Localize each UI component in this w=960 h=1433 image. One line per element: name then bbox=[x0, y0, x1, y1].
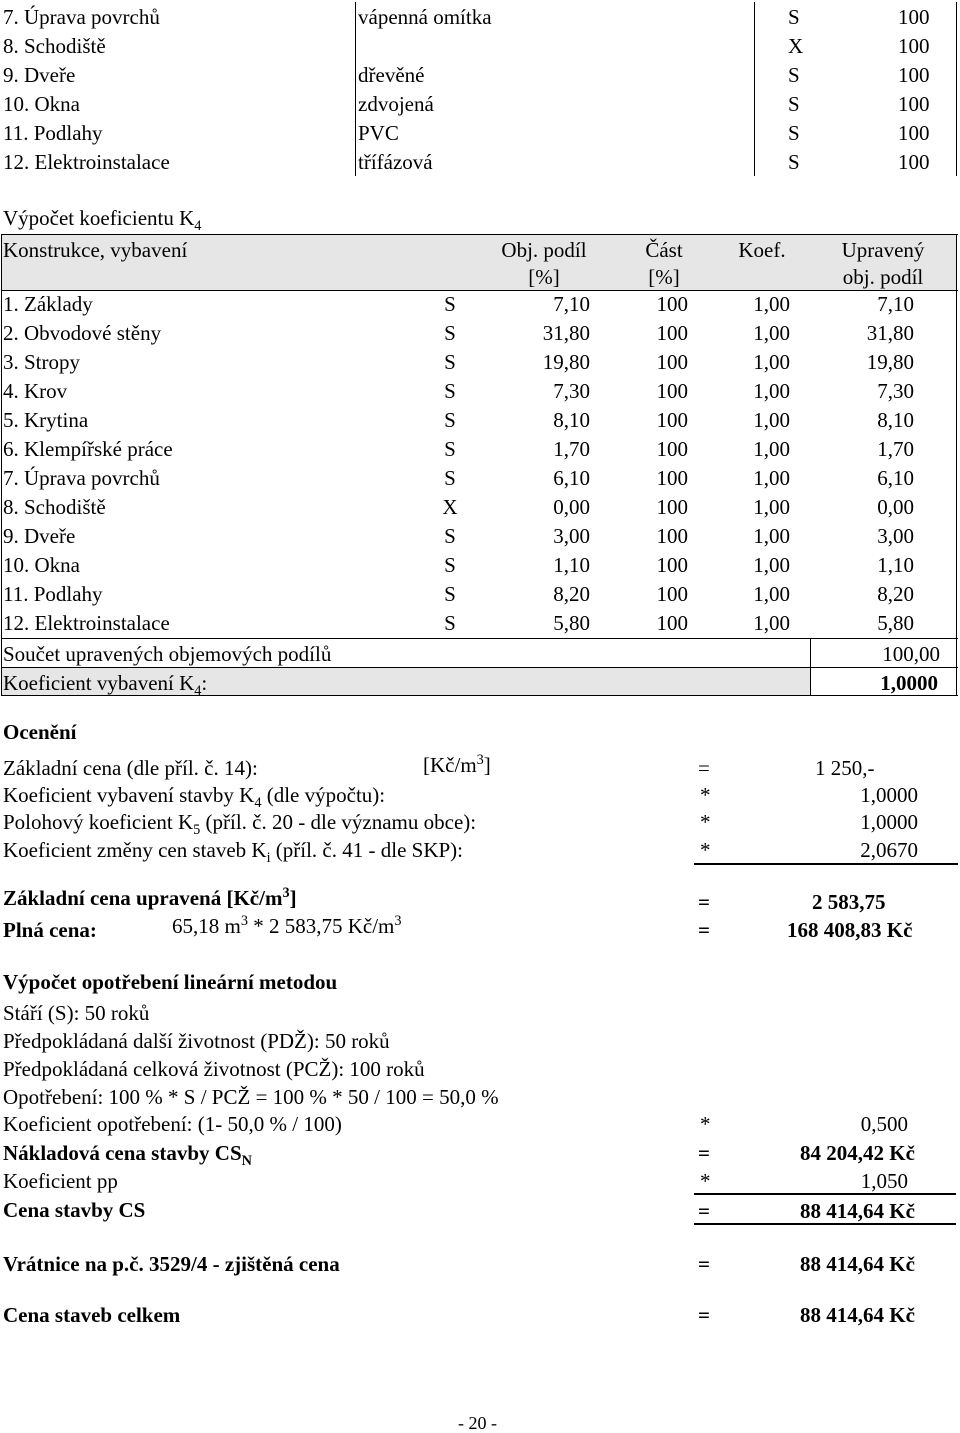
oceneni-title: Ocenění bbox=[3, 720, 77, 744]
top-table-row bbox=[0, 148, 958, 177]
top-table-row bbox=[0, 90, 958, 119]
row-name: 6. Klempířské práce bbox=[3, 437, 173, 461]
pp-label: Koeficient pp bbox=[3, 1169, 118, 1193]
row-cast: 100 bbox=[656, 466, 688, 490]
top-table-row bbox=[0, 119, 958, 148]
row-obj-podil: 0,00 bbox=[553, 495, 590, 519]
row-name: 8. Schodiště bbox=[3, 34, 106, 58]
row-obj-podil: 1,10 bbox=[553, 553, 590, 577]
pp-value: 1,050 bbox=[860, 1169, 908, 1193]
top-table-row bbox=[0, 61, 958, 90]
row-upraveny: 1,70 bbox=[877, 437, 914, 461]
row-code: S bbox=[444, 292, 456, 316]
row-percent: 100 bbox=[898, 63, 930, 87]
k4-table-row bbox=[0, 580, 958, 609]
pp-op: * bbox=[700, 1169, 711, 1193]
row-type: třífázová bbox=[358, 150, 433, 174]
upravena-op: = bbox=[698, 890, 710, 914]
ki-line-value: 2,0670 bbox=[860, 838, 918, 862]
row-code: S bbox=[444, 437, 456, 461]
row-name: 11. Podlahy bbox=[3, 582, 103, 606]
row-cast: 100 bbox=[656, 321, 688, 345]
k4-table-row bbox=[0, 522, 958, 551]
row-upraveny: 3,00 bbox=[877, 524, 914, 548]
row-type: vápenná omítka bbox=[358, 5, 492, 29]
total-underline bbox=[694, 1223, 956, 1225]
row-upraveny: 0,00 bbox=[877, 495, 914, 519]
opotrebeni-line: Předpokládaná celková životnost (PCŽ): 100 roků bbox=[3, 1057, 425, 1081]
k4-header-obj: Obj. podíl bbox=[501, 238, 587, 262]
k5-line-value: 1,0000 bbox=[860, 810, 918, 834]
top-table-row bbox=[0, 32, 958, 61]
celkem-op: = bbox=[698, 1303, 710, 1327]
row-percent: 100 bbox=[898, 121, 930, 145]
k4-sum-value: 100,00 bbox=[882, 642, 940, 666]
ki-line-label: Koeficient změny cen staveb $K_i$ (příl. č. 41 - dle SKP): bbox=[3, 838, 464, 867]
row-upraveny: 5,80 bbox=[877, 611, 914, 635]
row-obj-podil: 1,70 bbox=[553, 437, 590, 461]
row-type: PVC bbox=[358, 121, 399, 145]
top-table-row bbox=[0, 3, 958, 32]
k4-header-obj-unit: [%] bbox=[528, 265, 560, 289]
row-name: 9. Dveře bbox=[3, 524, 76, 548]
k4-table-row bbox=[0, 377, 958, 406]
row-name: 7. Úprava povrchů bbox=[3, 5, 160, 29]
k4-line-op: * bbox=[700, 783, 711, 807]
row-koef: 1,00 bbox=[753, 553, 790, 577]
row-koef: 1,00 bbox=[753, 495, 790, 519]
divider bbox=[1, 638, 958, 639]
row-obj-podil: 19,80 bbox=[542, 350, 590, 374]
celkem-label: Cena staveb celkem bbox=[3, 1303, 181, 1327]
opotrebeni-line: Stáří (S): 50 roků bbox=[3, 1001, 150, 1025]
row-upraveny: 7,30 bbox=[877, 379, 914, 403]
row-cast: 100 bbox=[656, 611, 688, 635]
row-cast: 100 bbox=[656, 437, 688, 461]
row-name: 4. Krov bbox=[3, 379, 68, 403]
row-koef: 1,00 bbox=[753, 437, 790, 461]
row-name: 3. Stropy bbox=[3, 350, 81, 374]
row-obj-podil: 7,30 bbox=[553, 379, 590, 403]
k4-table-row bbox=[0, 493, 958, 522]
upravena-label: Základní cena upravená $[Kč/m^3]$ bbox=[3, 885, 297, 910]
k4-table-row bbox=[0, 609, 958, 638]
k4-header-koef: Koef. bbox=[738, 238, 786, 262]
vratnice-label: Vrátnice na p.č. 3529/4 - zjištěná cena bbox=[3, 1252, 340, 1276]
row-code: X bbox=[442, 495, 458, 519]
row-cast: 100 bbox=[656, 292, 688, 316]
k5-line-op: * bbox=[700, 810, 711, 834]
opotrebeni-title: Výpočet opotřebení lineární metodou bbox=[3, 970, 338, 994]
row-code: S bbox=[444, 582, 456, 606]
k4-header-cast: Část bbox=[645, 238, 683, 262]
zakladni-value: 1 250,- bbox=[815, 756, 875, 780]
page-number: - 20 - bbox=[458, 1413, 497, 1433]
nakladova-op: = bbox=[698, 1141, 710, 1165]
nakladova-value: 84 204,42 Kč bbox=[800, 1141, 915, 1165]
row-code: S bbox=[788, 121, 800, 145]
row-name: 9. Dveře bbox=[3, 63, 76, 87]
row-cast: 100 bbox=[656, 379, 688, 403]
row-obj-podil: 8,20 bbox=[553, 582, 590, 606]
row-percent: 100 bbox=[898, 92, 930, 116]
row-name: 2. Obvodové stěny bbox=[3, 321, 162, 345]
ki-line-op: * bbox=[700, 838, 711, 862]
opotrebeni-line: Předpokládaná další životnost (PDŽ): 50 roků bbox=[3, 1029, 390, 1053]
vratnice-op: = bbox=[698, 1252, 710, 1276]
row-name: 10. Okna bbox=[3, 92, 80, 116]
cena-stavby-label: Cena stavby CS bbox=[3, 1198, 146, 1222]
row-cast: 100 bbox=[656, 524, 688, 548]
row-code: S bbox=[788, 92, 800, 116]
row-koef: 1,00 bbox=[753, 321, 790, 345]
k4-table-row bbox=[0, 348, 958, 377]
row-cast: 100 bbox=[656, 408, 688, 432]
divider bbox=[1, 234, 958, 235]
row-code: S bbox=[788, 63, 800, 87]
row-upraveny: 8,20 bbox=[877, 582, 914, 606]
row-name: 12. Elektroinstalace bbox=[3, 611, 170, 635]
divider bbox=[1, 695, 958, 696]
row-name: 5. Krytina bbox=[3, 408, 89, 432]
nakladova-label: Nákladová cena stavby $CS_N$ bbox=[3, 1141, 252, 1170]
plna-expression: 65,18 $m^3 * 2$ 583,75 $Kč/m^3$ bbox=[172, 913, 402, 938]
row-upraveny: 19,80 bbox=[866, 350, 914, 374]
k4-header-cast-unit: [%] bbox=[648, 265, 680, 289]
row-koef: 1,00 bbox=[753, 350, 790, 374]
k4-line-label: Koeficient vybavení stavby $K_4$ (dle výpočtu): bbox=[3, 783, 386, 812]
row-upraveny: 1,10 bbox=[877, 553, 914, 577]
row-code: S bbox=[444, 466, 456, 490]
k4-table-row bbox=[0, 290, 958, 319]
k4-title: Výpočet koeficientu $K_4$ bbox=[3, 206, 202, 235]
vratnice-value: 88 414,64 Kč bbox=[800, 1252, 915, 1276]
row-upraveny: 8,10 bbox=[877, 408, 914, 432]
opotrebeni-line: Opotřebení: 100 % * S / PCŽ = 100 % * 50 / 100 = 50,0 % bbox=[3, 1085, 499, 1109]
row-obj-podil: 5,80 bbox=[553, 611, 590, 635]
k4-sum-label: Součet upravených objemových podílů bbox=[3, 642, 332, 666]
row-cast: 100 bbox=[656, 350, 688, 374]
row-obj-podil: 6,10 bbox=[553, 466, 590, 490]
row-upraveny: 31,80 bbox=[866, 321, 914, 345]
zakladni-label: Základní cena (dle příl. č. 14): bbox=[3, 756, 258, 780]
row-code: S bbox=[788, 5, 800, 29]
row-code: S bbox=[444, 379, 456, 403]
divider bbox=[1, 667, 958, 668]
row-obj-podil: 3,00 bbox=[553, 524, 590, 548]
row-name: 8. Schodiště bbox=[3, 495, 106, 519]
row-koef: 1,00 bbox=[753, 408, 790, 432]
row-code: X bbox=[788, 34, 804, 58]
koef-opotrebeni-label: Koeficient opotřebení: (1- 50,0 % / 100) bbox=[3, 1112, 342, 1136]
row-name: 7. Úprava povrchů bbox=[3, 466, 160, 490]
row-koef: 1,00 bbox=[753, 611, 790, 635]
row-upraveny: 6,10 bbox=[877, 466, 914, 490]
row-code: S bbox=[444, 350, 456, 374]
upravena-value: 2 583,75 bbox=[812, 890, 886, 914]
k4-table-row bbox=[0, 319, 958, 348]
row-percent: 100 bbox=[898, 34, 930, 58]
k4-header-upraveny: Upravený bbox=[841, 238, 925, 262]
row-cast: 100 bbox=[656, 582, 688, 606]
zakladni-unit: $[Kč/m^3]$ bbox=[423, 752, 491, 777]
plna-value: 168 408,83 Kč bbox=[787, 918, 913, 942]
row-name: 12. Elektroinstalace bbox=[3, 150, 170, 174]
row-code: S bbox=[788, 150, 800, 174]
row-code: S bbox=[444, 553, 456, 577]
row-koef: 1,00 bbox=[753, 466, 790, 490]
cena-stavby-value: 88 414,64 Kč bbox=[800, 1199, 915, 1223]
row-type: zdvojená bbox=[358, 92, 434, 116]
row-koef: 1,00 bbox=[753, 379, 790, 403]
k4-table-row bbox=[0, 435, 958, 464]
celkem-value: 88 414,64 Kč bbox=[800, 1303, 915, 1327]
k4-header-konstrukce: Konstrukce, vybavení bbox=[3, 238, 188, 262]
row-name: 11. Podlahy bbox=[3, 121, 103, 145]
row-code: S bbox=[444, 524, 456, 548]
row-cast: 100 bbox=[656, 495, 688, 519]
row-koef: 1,00 bbox=[753, 524, 790, 548]
k4-coef-label: Koeficient vybavení $K_4$: bbox=[3, 671, 208, 700]
row-percent: 100 bbox=[898, 5, 930, 29]
k4-table-row bbox=[0, 464, 958, 493]
sum-underline bbox=[694, 1193, 956, 1195]
row-code: S bbox=[444, 321, 456, 345]
row-code: S bbox=[444, 611, 456, 635]
k4-header-upraveny-sub: obj. podíl bbox=[842, 265, 924, 289]
row-cast: 100 bbox=[656, 553, 688, 577]
plna-op: = bbox=[698, 918, 710, 942]
row-name: 10. Okna bbox=[3, 553, 80, 577]
k4-coef-value: 1,0000 bbox=[880, 671, 938, 695]
k4-line-value: 1,0000 bbox=[860, 783, 918, 807]
koef-opotrebeni-op: * bbox=[700, 1112, 711, 1136]
row-upraveny: 7,10 bbox=[877, 292, 914, 316]
row-name: 1. Základy bbox=[3, 292, 93, 316]
cena-stavby-op: = bbox=[698, 1199, 710, 1223]
row-obj-podil: 7,10 bbox=[553, 292, 590, 316]
k4-table-row bbox=[0, 406, 958, 435]
zakladni-op: = bbox=[698, 756, 710, 780]
k5-line-label: Polohový koeficient $K_5$ (příl. č. 20 - dle významu obce): bbox=[3, 810, 477, 839]
row-type: dřevěné bbox=[358, 63, 425, 87]
k4-table-row bbox=[0, 551, 958, 580]
koef-opotrebeni-value: 0,500 bbox=[860, 1112, 908, 1136]
sum-underline bbox=[694, 863, 958, 865]
row-obj-podil: 31,80 bbox=[542, 321, 590, 345]
row-koef: 1,00 bbox=[753, 582, 790, 606]
row-code: S bbox=[444, 408, 456, 432]
row-obj-podil: 8,10 bbox=[553, 408, 590, 432]
plna-label: Plná cena: bbox=[3, 918, 97, 942]
row-koef: 1,00 bbox=[753, 292, 790, 316]
row-percent: 100 bbox=[898, 150, 930, 174]
